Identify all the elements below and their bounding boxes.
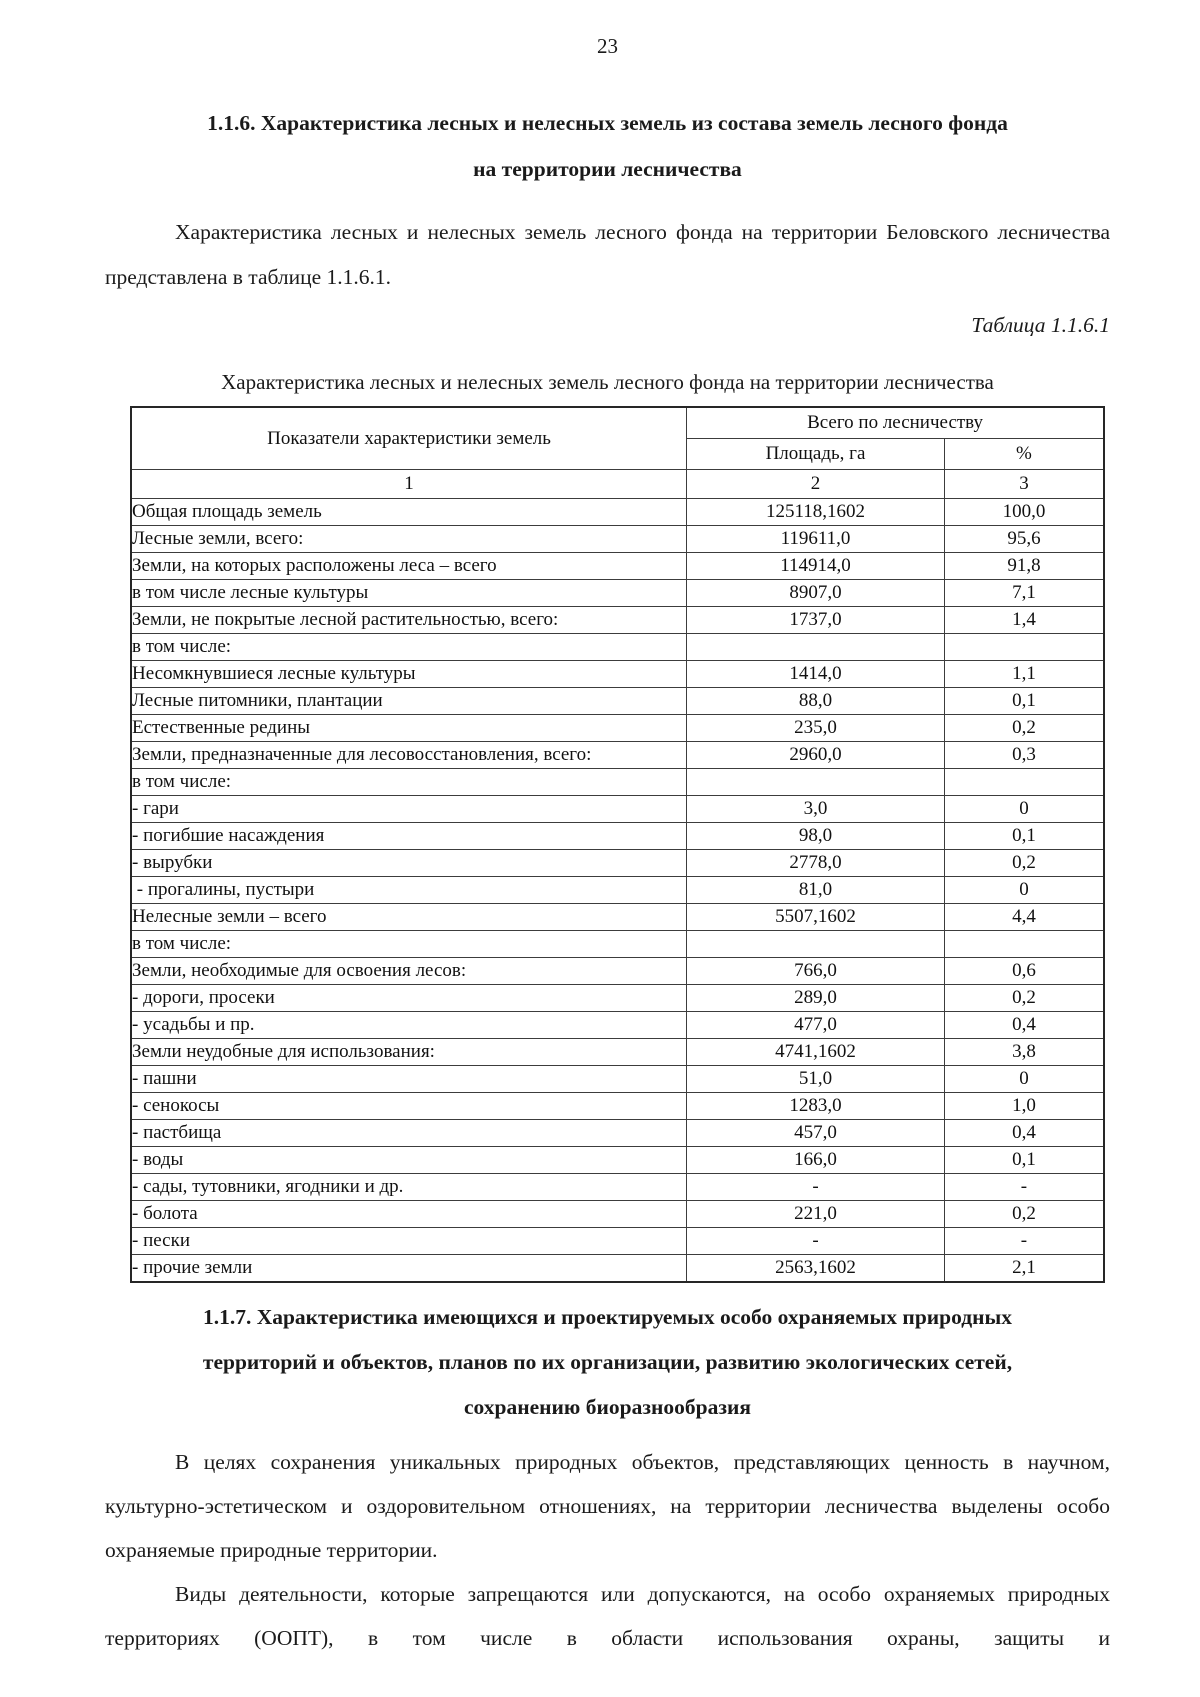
area-value: 125118,1602	[687, 499, 945, 526]
percent-value: 0,6	[944, 958, 1104, 985]
table-row	[131, 661, 1104, 688]
percent-value	[944, 769, 1104, 796]
area-value: 88,0	[687, 688, 945, 715]
table-row	[131, 823, 1104, 850]
indicator-label: Земли, не покрытые лесной растительностью, всего:	[131, 607, 687, 634]
table-row	[131, 1174, 1104, 1201]
area-value: 457,0	[687, 1120, 945, 1147]
table-row	[131, 715, 1104, 742]
oopt-paragraph-2: Виды деятельности, которые запрещаются или допускаются, на особо охраняемых природных территориях (ООПТ), в том числе в области использования охраны, защиты и	[105, 1582, 1110, 1650]
percent-value: 0,4	[944, 1120, 1104, 1147]
area-value: 2778,0	[687, 850, 945, 877]
area-value: 477,0	[687, 1012, 945, 1039]
area-value: 766,0	[687, 958, 945, 985]
indicator-label: - прочие земли	[131, 1255, 687, 1283]
intro-paragraph: Характеристика лесных и нелесных земель лесного фонда на территории Беловского лесничества представлена в таблице 1.1.6.1.	[105, 220, 1110, 289]
column-numbering-row	[131, 470, 1104, 499]
table-row	[131, 499, 1104, 526]
area-value: 1283,0	[687, 1093, 945, 1120]
table-row	[131, 904, 1104, 931]
percent-value: 0,4	[944, 1012, 1104, 1039]
area-column-header: Площадь, га	[687, 439, 945, 470]
indicator-label: - прогалины, пустыри	[131, 877, 687, 904]
area-value: 2563,1602	[687, 1255, 945, 1283]
indicator-label: - пашни	[131, 1066, 687, 1093]
area-value: 51,0	[687, 1066, 945, 1093]
table-row	[131, 634, 1104, 661]
percent-value: 0,2	[944, 715, 1104, 742]
percent-value: 4,4	[944, 904, 1104, 931]
indicator-label: в том числе:	[131, 634, 687, 661]
area-value: 5507,1602	[687, 904, 945, 931]
total-group-header: Всего по лесничеству	[687, 407, 1104, 439]
section-117-heading	[105, 1295, 1110, 1430]
table-row	[131, 769, 1104, 796]
indicator-label: Нелесные земли – всего	[131, 904, 687, 931]
area-value	[687, 769, 945, 796]
percent-value: 0,1	[944, 823, 1104, 850]
table-row	[131, 1120, 1104, 1147]
indicator-label: - сенокосы	[131, 1093, 687, 1120]
percent-value: 0,3	[944, 742, 1104, 769]
percent-value: 1,0	[944, 1093, 1104, 1120]
table-row	[131, 1012, 1104, 1039]
indicator-label: Естественные редины	[131, 715, 687, 742]
area-value: 289,0	[687, 985, 945, 1012]
indicator-label: в том числе лесные культуры	[131, 580, 687, 607]
section-116-heading-line-2: на территории лесничества	[473, 157, 742, 181]
column-number-2: 2	[687, 470, 945, 499]
table-row	[131, 1039, 1104, 1066]
table-row	[131, 1093, 1104, 1120]
area-value: 8907,0	[687, 580, 945, 607]
indicator-label: - вырубки	[131, 850, 687, 877]
percent-value: 91,8	[944, 553, 1104, 580]
table-row	[131, 1201, 1104, 1228]
table-row	[131, 958, 1104, 985]
section-117-heading-line-1: 1.1.7. Характеристика имеющихся и проектируемых особо охраняемых природных	[202, 1305, 1013, 1329]
percent-value: 0,2	[944, 850, 1104, 877]
percent-column-header: %	[944, 439, 1104, 470]
table-row	[131, 607, 1104, 634]
land-characteristics-table	[130, 406, 1105, 1283]
table-row	[131, 877, 1104, 904]
area-value: 119611,0	[687, 526, 945, 553]
table-header-row-1	[131, 407, 1104, 439]
area-value: 114914,0	[687, 553, 945, 580]
table-row	[131, 553, 1104, 580]
area-value: -	[687, 1228, 945, 1255]
indicator-label: - воды	[131, 1147, 687, 1174]
area-value: -	[687, 1174, 945, 1201]
section-117-heading-line-3: сохранению биоразнообразия	[464, 1395, 751, 1419]
area-value: 235,0	[687, 715, 945, 742]
percent-value: 95,6	[944, 526, 1104, 553]
indicator-label: Земли, предназначенные для лесовосстановления, всего:	[131, 742, 687, 769]
column-number-3: 3	[944, 470, 1104, 499]
indicator-label: - гари	[131, 796, 687, 823]
table-row	[131, 580, 1104, 607]
area-value: 221,0	[687, 1201, 945, 1228]
table-row	[131, 850, 1104, 877]
area-value: 166,0	[687, 1147, 945, 1174]
table-row	[131, 1255, 1104, 1283]
table-caption: Таблица 1.1.6.1	[971, 313, 1110, 337]
oopt-paragraph-1: В целях сохранения уникальных природных объектов, представляющих ценность в научном, культурно-эстетическом и оздоровительном отношениях, на территории лесничества выделены особо охраняемые природные территории.	[105, 1450, 1110, 1562]
table-row	[131, 1147, 1104, 1174]
area-value: 81,0	[687, 877, 945, 904]
percent-value	[944, 931, 1104, 958]
indicator-label: - дороги, просеки	[131, 985, 687, 1012]
percent-value: 2,1	[944, 1255, 1104, 1283]
indicator-label: - пески	[131, 1228, 687, 1255]
percent-value: 7,1	[944, 580, 1104, 607]
column-number-1: 1	[131, 470, 687, 499]
area-value: 1737,0	[687, 607, 945, 634]
area-value: 98,0	[687, 823, 945, 850]
percent-value: 0,1	[944, 688, 1104, 715]
percent-value: 100,0	[944, 499, 1104, 526]
table-row	[131, 1066, 1104, 1093]
area-value: 1414,0	[687, 661, 945, 688]
percent-value: 0,1	[944, 1147, 1104, 1174]
indicator-label: Земли, необходимые для освоения лесов:	[131, 958, 687, 985]
section-116-heading-line-1: 1.1.6. Характеристика лесных и нелесных земель из состава земель лесного фонда	[207, 111, 1008, 135]
percent-value: 3,8	[944, 1039, 1104, 1066]
percent-value: 0	[944, 796, 1104, 823]
indicator-label: Лесные питомники, плантации	[131, 688, 687, 715]
percent-value: 0	[944, 1066, 1104, 1093]
indicator-label: - усадьбы и пр.	[131, 1012, 687, 1039]
percent-value: 1,1	[944, 661, 1104, 688]
indicator-label: Общая площадь земель	[131, 499, 687, 526]
percent-value: 0,2	[944, 1201, 1104, 1228]
indicator-label: - сады, тутовники, ягодники и др.	[131, 1174, 687, 1201]
table-row	[131, 1228, 1104, 1255]
indicator-column-header: Показатели характеристики земель	[131, 407, 687, 470]
indicator-label: Земли неудобные для использования:	[131, 1039, 687, 1066]
table-row	[131, 526, 1104, 553]
page-number: 23	[597, 34, 618, 58]
indicator-label: Несомкнувшиеся лесные культуры	[131, 661, 687, 688]
indicator-label: в том числе:	[131, 931, 687, 958]
percent-value: 0,2	[944, 985, 1104, 1012]
table-row	[131, 931, 1104, 958]
percent-value: 0	[944, 877, 1104, 904]
table-title: Характеристика лесных и нелесных земель лесного фонда на территории лесничества	[221, 370, 994, 394]
section-117-heading-line-2: территорий и объектов, планов по их организации, развитию экологических сетей,	[202, 1350, 1013, 1374]
indicator-label: - погибшие насаждения	[131, 823, 687, 850]
table-row	[131, 796, 1104, 823]
area-value: 3,0	[687, 796, 945, 823]
indicator-label: - болота	[131, 1201, 687, 1228]
area-value	[687, 931, 945, 958]
percent-value: 1,4	[944, 607, 1104, 634]
indicator-label: Земли, на которых расположены леса – всего	[131, 553, 687, 580]
section-116-heading	[105, 100, 1110, 192]
table-row	[131, 985, 1104, 1012]
table-row	[131, 742, 1104, 769]
indicator-label: - пастбища	[131, 1120, 687, 1147]
area-value: 2960,0	[687, 742, 945, 769]
percent-value	[944, 634, 1104, 661]
indicator-label: Лесные земли, всего:	[131, 526, 687, 553]
indicator-label: в том числе:	[131, 769, 687, 796]
percent-value: -	[944, 1228, 1104, 1255]
table-body	[131, 499, 1104, 1283]
percent-value: -	[944, 1174, 1104, 1201]
table-row	[131, 688, 1104, 715]
area-value	[687, 634, 945, 661]
area-value: 4741,1602	[687, 1039, 945, 1066]
